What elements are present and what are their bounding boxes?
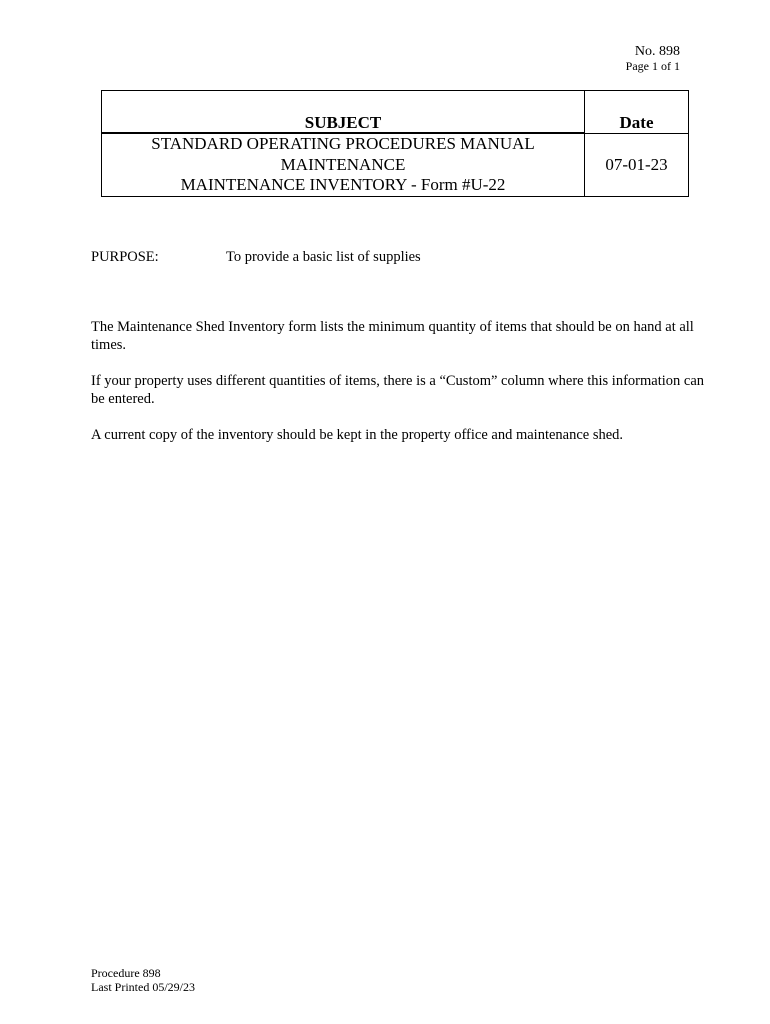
- purpose-label: PURPOSE:: [91, 249, 159, 265]
- subject-table-header-row: [102, 91, 689, 134]
- subject-line-form: MAINTENANCE INVENTORY - Form #U-22: [180, 175, 506, 195]
- date-heading: Date: [585, 91, 689, 134]
- subject-line-manual: STANDARD OPERATING PROCEDURES MANUAL: [151, 134, 535, 153]
- purpose-section: [91, 249, 421, 266]
- subject-table-body-row: [102, 134, 689, 197]
- subject-divider-rule: [101, 132, 584, 133]
- page-indicator: Page 1 of 1: [625, 59, 680, 74]
- paragraph-inventory-form: The Maintenance Shed Inventory form lists the minimum quantity of items that should be on hand at all times.: [91, 319, 694, 353]
- subject-heading: SUBJECT: [102, 91, 585, 134]
- document-number-block: [626, 44, 680, 74]
- subject-table: [101, 90, 689, 197]
- footer-procedure: Procedure 898: [91, 966, 161, 980]
- purpose-text: To provide a basic list of supplies: [226, 249, 421, 265]
- subject-line-section: MAINTENANCE: [280, 154, 406, 174]
- date-value: 07-01-23: [585, 134, 689, 197]
- page-footer: [91, 966, 195, 995]
- body-text: [91, 318, 711, 462]
- footer-last-printed: Last Printed 05/29/23: [91, 980, 195, 995]
- subject-text: [102, 134, 585, 197]
- procedure-number: No. 898: [634, 44, 680, 59]
- paragraph-current-copy: A current copy of the inventory should be kept in the property office and maintenance shed.: [91, 427, 624, 443]
- paragraph-custom-column: If your property uses different quantities of items, there is a “Custom” column where this information can be entered.: [91, 373, 705, 407]
